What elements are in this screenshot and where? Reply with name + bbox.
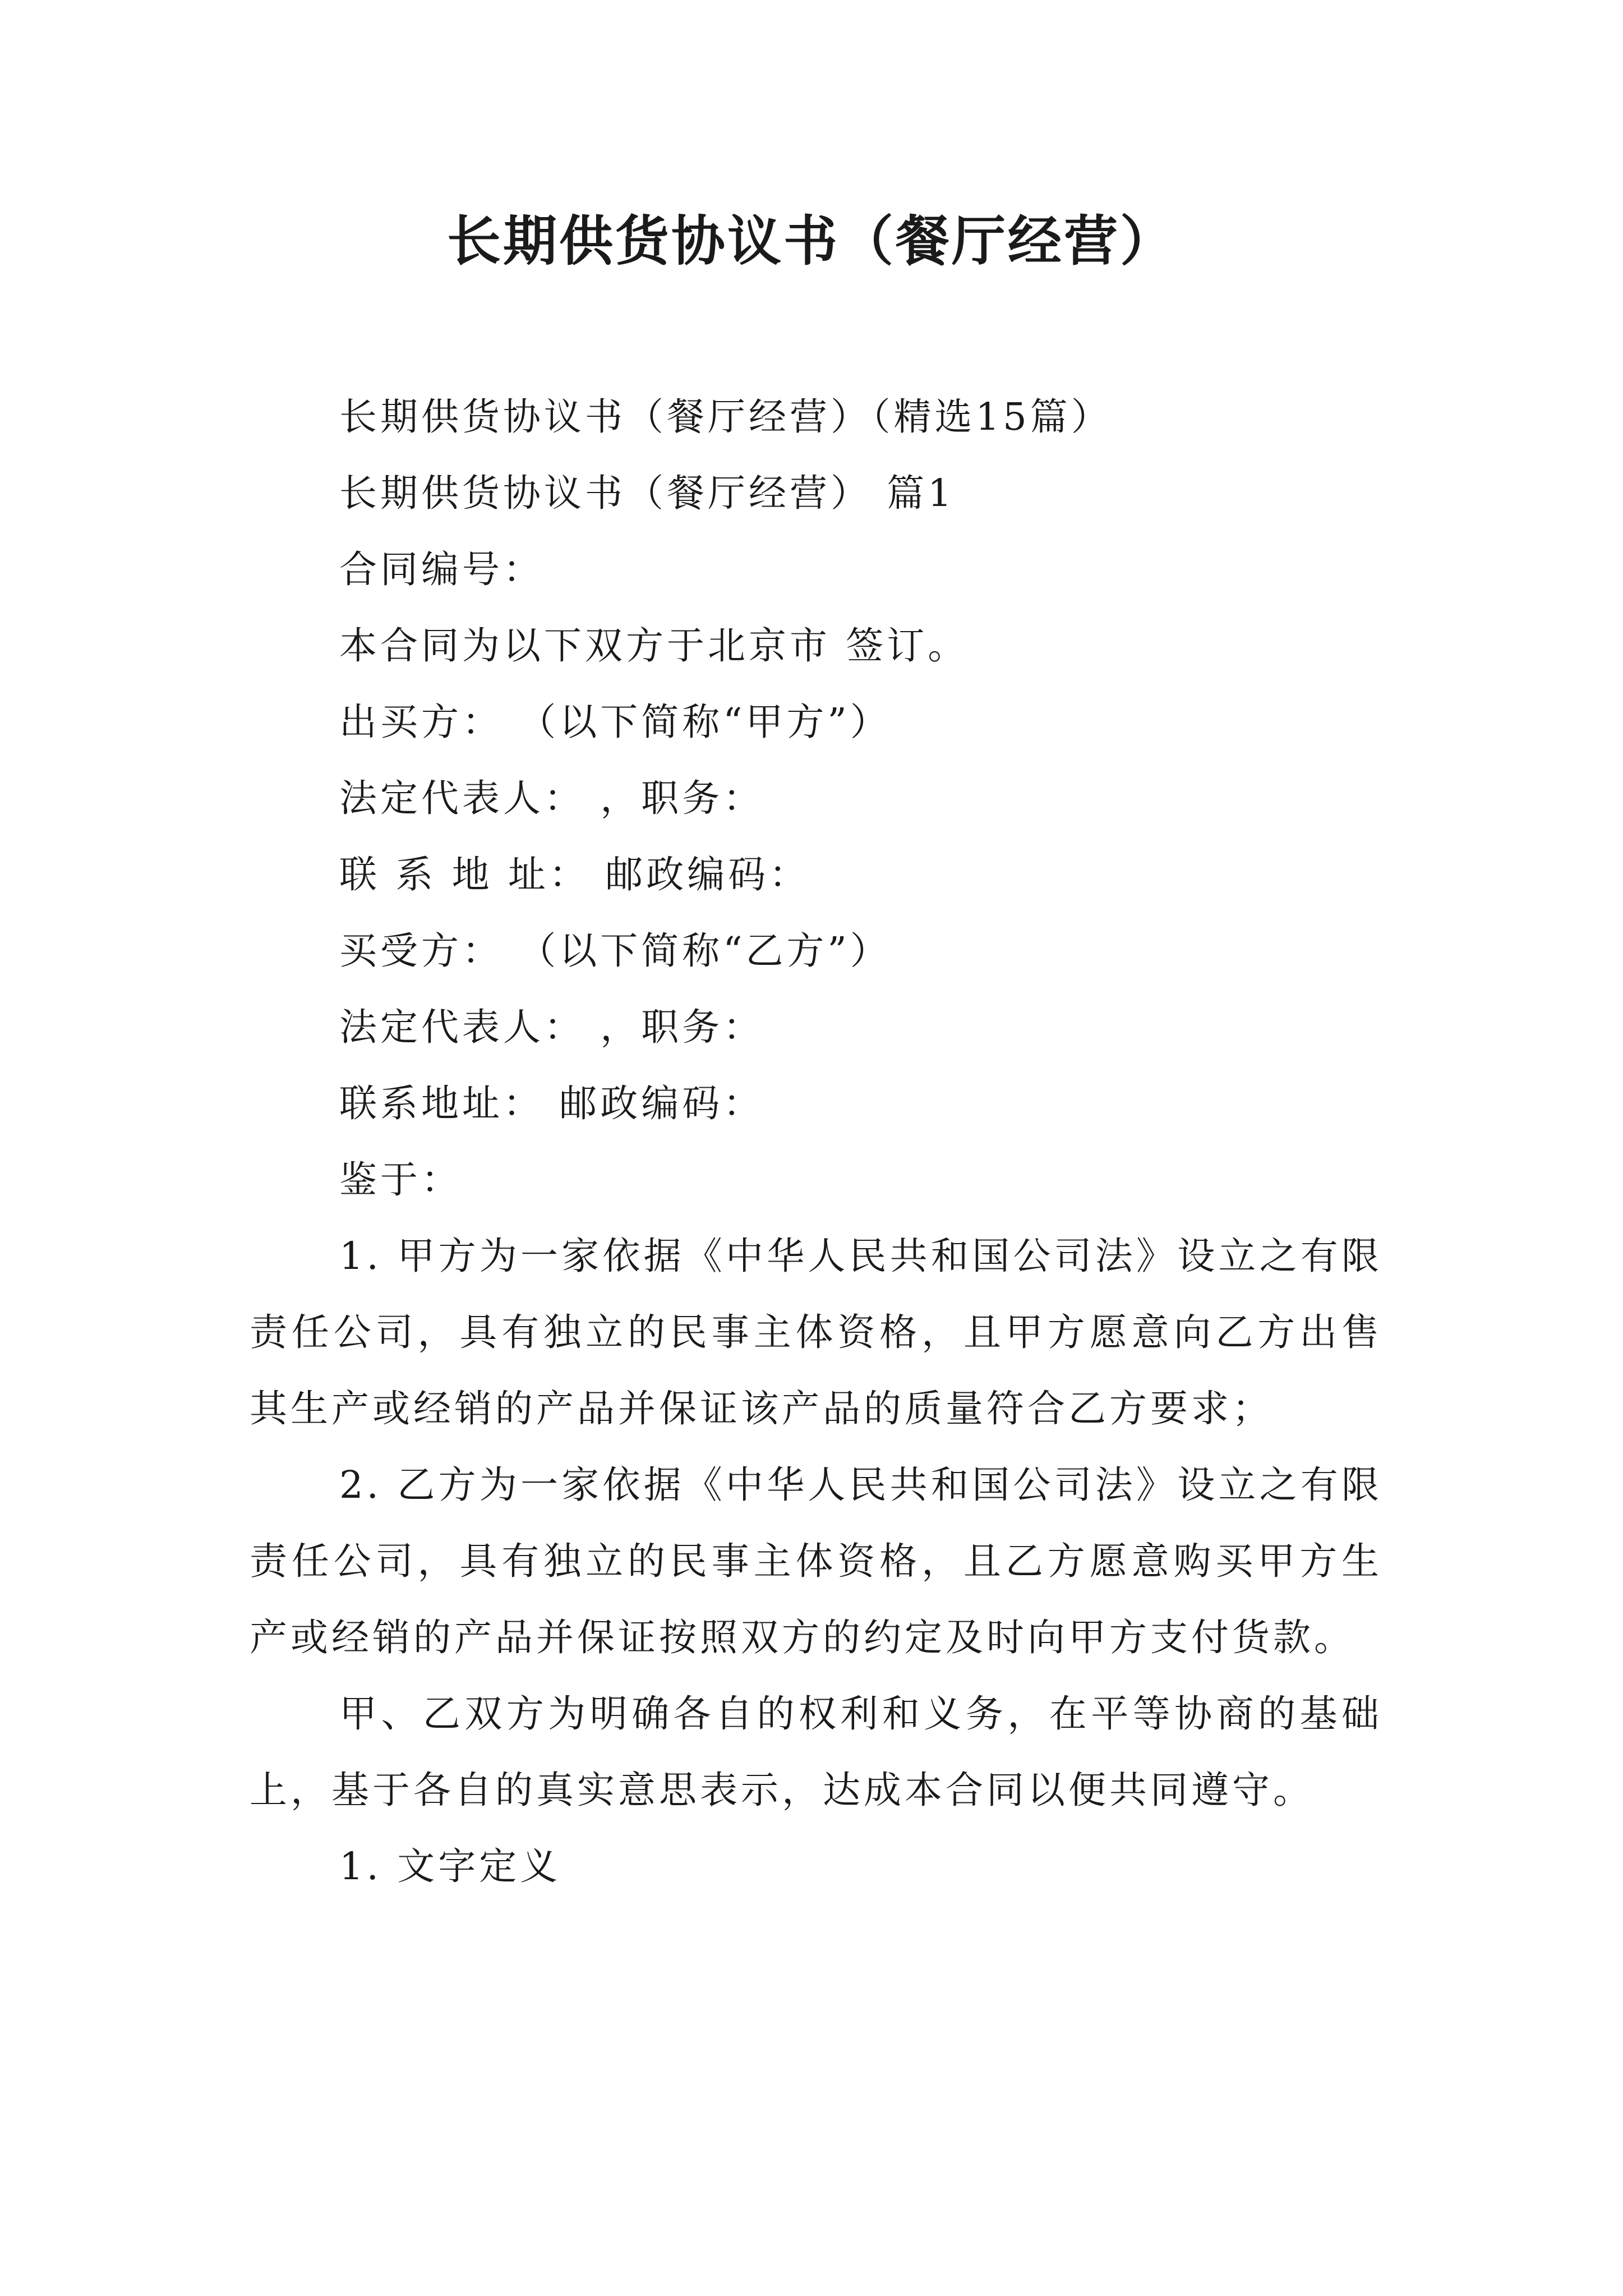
document-title: 长期供货协议书（餐厅经营） <box>447 209 1176 273</box>
seller-representative-line: 法定代表人： ，职务： <box>339 776 764 820</box>
document-body <box>250 379 1382 1904</box>
section-heading: 1. 文字定义 <box>339 1844 561 1888</box>
paragraph-party-b: 2. 乙方为一家依据《中华人民共和国公司法》设立之有限责任公司，具有独立的民事主体资格，且乙方愿意购买甲方生产或经销的产品并保证按照双方的约定及时向甲方支付货款。 <box>250 1463 1382 1659</box>
subtitle-line: 长期供货协议书（餐厅经营）（精选15篇） <box>339 395 1112 439</box>
paragraph-agreement: 甲、乙双方为明确各自的权利和义务，在平等协商的基础上，基于各自的真实意思表示，达成本合同以便共同遵守。 <box>250 1692 1382 1812</box>
whereas-line: 鉴于： <box>339 1158 462 1202</box>
buyer-address-line: 联系地址： 邮政编码： <box>339 1082 764 1125</box>
paragraph-party-a: 1. 甲方为一家依据《中华人民共和国公司法》设立之有限责任公司，具有独立的民事主体资格，且甲方愿意向乙方出售其生产或经销的产品并保证该产品的质量符合乙方要求； <box>250 1234 1382 1430</box>
contract-number-line: 合同编号： <box>339 547 544 591</box>
seller-address-line: 联 系 地 址： 邮政编码： <box>339 853 810 896</box>
buyer-line: 买受方： （以下简称“乙方”） <box>339 929 891 973</box>
signing-place-line: 本合同为以下双方于北京市 签订。 <box>339 624 969 668</box>
chapter-heading: 长期供货协议书（餐厅经营） 篇1 <box>339 471 955 515</box>
seller-line: 出买方： （以下简称“甲方”） <box>339 700 891 744</box>
buyer-representative-line: 法定代表人： ，职务： <box>339 1005 764 1049</box>
